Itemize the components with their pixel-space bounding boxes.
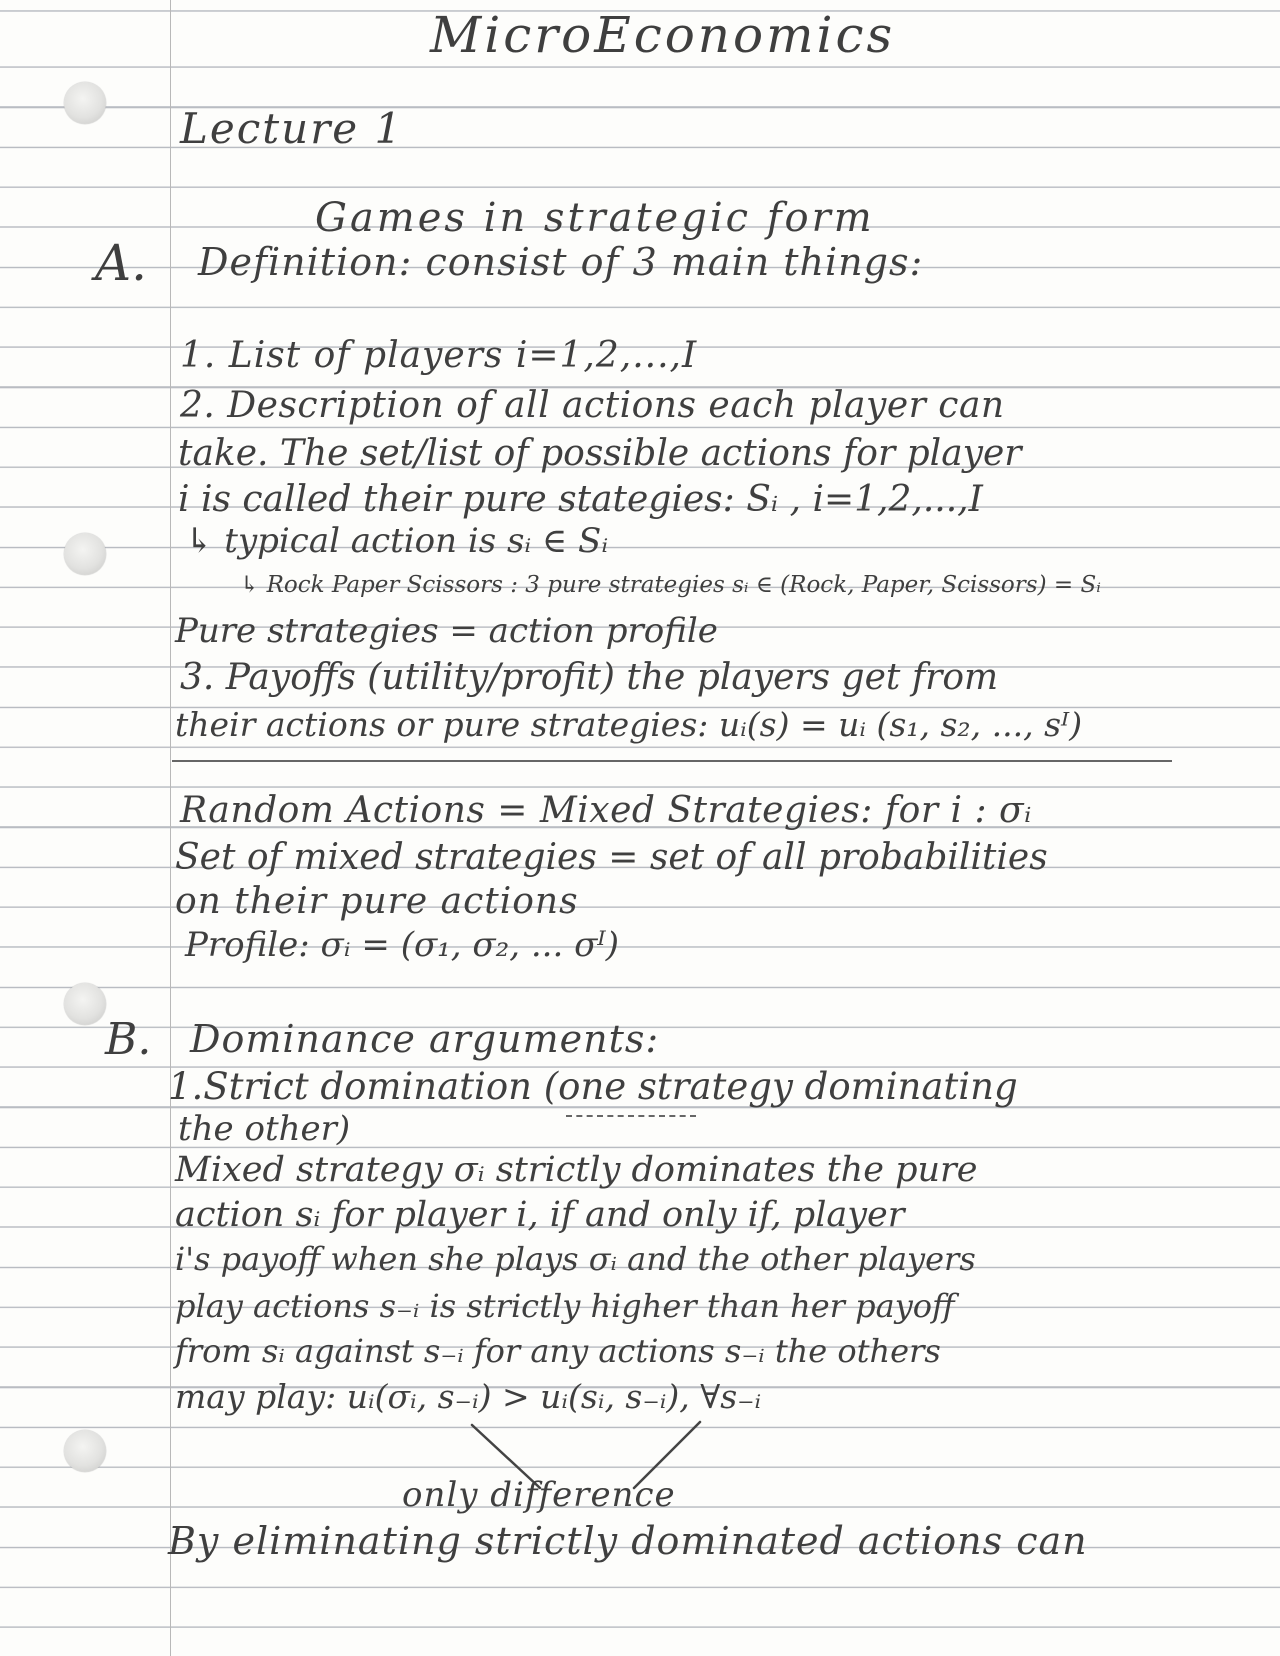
only-difference-annotation: only difference [402, 1475, 676, 1515]
mixed-line: Random Actions = Mixed Strategies: for i : σᵢ [180, 790, 1032, 831]
section-a-line: 3. Payoffs (utility/profit) the players get from [180, 657, 999, 698]
mixed-line: Set of mixed strategies = set of all probabilities [175, 837, 1048, 878]
section-b-heading: Dominance arguments: [190, 1017, 660, 1061]
section-b-letter: B. [105, 1014, 152, 1065]
section-a-line: 2. Description of all actions each player can [180, 385, 1005, 426]
definition-line: Definition: consist of 3 main things: [198, 240, 924, 284]
section-b-line: may play: uᵢ(σᵢ, s₋ᵢ) > uᵢ(sᵢ, s₋ᵢ), ∀s₋ᵢ [175, 1377, 762, 1416]
section-a-heading: Games in strategic form [315, 195, 875, 241]
section-b-line: i's payoff when she plays σᵢ and the other players [175, 1240, 976, 1278]
section-b-line: play actions s₋ᵢ is strictly higher than her payoff [175, 1287, 955, 1325]
section-b-line: from sᵢ against s₋ᵢ for any actions s₋ᵢ the others [175, 1332, 941, 1370]
section-b-last-line: By eliminating strictly dominated actions can [168, 1519, 1088, 1563]
section-a-line: ↳ Rock Paper Scissors : 3 pure strategies sᵢ ∈ (Rock, Paper, Scissors) = Sᵢ [240, 572, 1101, 598]
section-b-line: action sᵢ for player i, if and only if, player [175, 1195, 905, 1235]
mixed-line: Profile: σᵢ = (σ₁, σ₂, ... σᴵ) [185, 925, 620, 965]
section-a-letter: A. [95, 234, 148, 292]
page-title: MicroEconomics [430, 6, 896, 64]
section-a-line: Pure strategies = action profile [175, 611, 718, 651]
section-a-line: 1. List of players i=1,2,...,I [180, 335, 698, 376]
section-b-line: Mixed strategy σᵢ strictly dominates the pure [175, 1150, 978, 1190]
section-a-line: i is called their pure stategies: Sᵢ , i=1,2,...,I [178, 479, 983, 520]
mixed-line: on their pure actions [175, 881, 579, 922]
section-a-line: their actions or pure strategies: uᵢ(s) = uᵢ (s₁, s₂, ..., sᴵ) [175, 705, 1083, 744]
lecture-label: Lecture 1 [180, 104, 404, 153]
section-a-line: ↳ typical action is sᵢ ∈ Sᵢ [185, 521, 609, 561]
section-b-line: 1.Strict domination (one strategy dominating [168, 1065, 1018, 1108]
section-b-line: the other) [178, 1109, 351, 1149]
section-a-line: take. The set/list of possible actions for player [178, 433, 1022, 474]
